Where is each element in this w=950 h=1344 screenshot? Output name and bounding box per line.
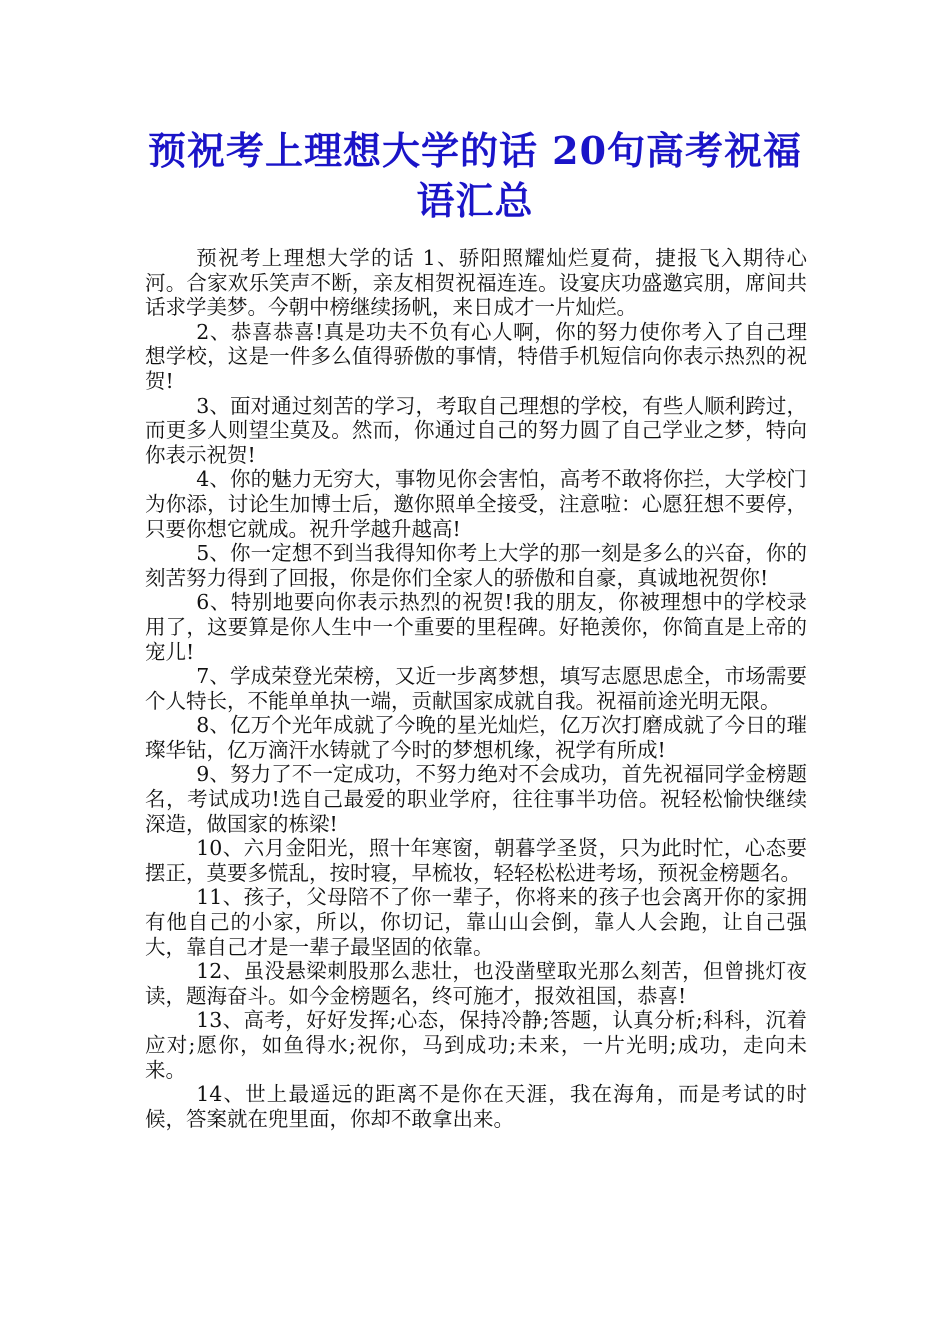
document-title: 预祝考上理想大学的话 20句高考祝福语汇总 bbox=[147, 128, 803, 223]
paragraph-9: 9、努力了不一定成功，不努力绝对不会成功，首先祝福同学金榜题名，考试成功!选自己最爱的职业学府，往往事半功倍。祝轻松愉快继续深造，做国家的栋梁! bbox=[145, 762, 807, 836]
paragraph-4: 4、你的魅力无穷大，事物见你会害怕，高考不敢将你拦，大学校门为你添，讨论生加博士后，邀你照单全接受，注意啦：心愿狂想不要停，只要你想它就成。祝升学越升越高! bbox=[145, 467, 807, 541]
paragraph-2: 2、恭喜恭喜!真是功夫不负有心人啊，你的努力使你考入了自己理想学校，这是一件多么值得骄傲的事情，特借手机短信向你表示热烈的祝贺! bbox=[145, 319, 807, 393]
paragraph-12: 12、虽没悬梁刺股那么悲壮，也没凿壁取光那么刻苦，但曾挑灯夜读，题海奋斗。如今金榜题名，终可施才，报效祖国，恭喜! bbox=[145, 959, 807, 1008]
paragraph-11: 11、孩子，父母陪不了你一辈子，你将来的孩子也会离开你的家拥有他自己的小家，所以，你切记，靠山山会倒，靠人人会跑，让自己强大，靠自己才是一辈子最坚固的依靠。 bbox=[145, 885, 807, 959]
paragraph-8: 8、亿万个光年成就了今晚的星光灿烂，亿万次打磨成就了今日的璀璨华钻，亿万滴汗水铸就了今时的梦想机缘，祝学有所成! bbox=[145, 713, 807, 762]
paragraph-6: 6、特别地要向你表示热烈的祝贺!我的朋友，你被理想中的学校录用了，这要算是你人生中一个重要的里程碑。好艳羡你，你简直是上帝的宠儿! bbox=[145, 590, 807, 664]
document-body bbox=[145, 246, 807, 1131]
paragraph-14: 14、世上最遥远的距离不是你在天涯，我在海角，而是考试的时候，答案就在兜里面，你却不敢拿出来。 bbox=[145, 1082, 807, 1131]
paragraph-3: 3、面对通过刻苦的学习，考取自己理想的学校，有些人顺利跨过，而更多人则望尘莫及。然而，你通过自己的努力圆了自己学业之梦，特向你表示祝贺! bbox=[145, 393, 807, 467]
paragraph-7: 7、学成荣登光荣榜，又近一步离梦想，填写志愿思虑全，市场需要个人特长，不能单单执一端，贡献国家成就自我。祝福前途光明无限。 bbox=[145, 664, 807, 713]
paragraph-5: 5、你一定想不到当我得知你考上大学的那一刻是多么的兴奋，你的刻苦努力得到了回报，你是你们全家人的骄傲和自豪，真诚地祝贺你! bbox=[145, 541, 807, 590]
paragraph-1: 预祝考上理想大学的话 1、骄阳照耀灿烂夏荷，捷报飞入期待心河。合家欢乐笑声不断，亲友相贺祝福连连。设宴庆功盛邀宾朋，席间共话求学美梦。今朝中榜继续扬帆，来日成才一片灿烂。 bbox=[145, 246, 807, 320]
paragraph-13: 13、高考，好好发挥;心态，保持冷静;答题，认真分析;科科，沉着应对;愿你，如鱼得水;祝你，马到成功;未来，一片光明;成功，走向未来。 bbox=[145, 1008, 807, 1082]
paragraph-10: 10、六月金阳光，照十年寒窗，朝暮学圣贤，只为此时忙，心态要摆正，莫要多慌乱，按时寝，早梳妆，轻轻松松进考场，预祝金榜题名。 bbox=[145, 836, 807, 885]
